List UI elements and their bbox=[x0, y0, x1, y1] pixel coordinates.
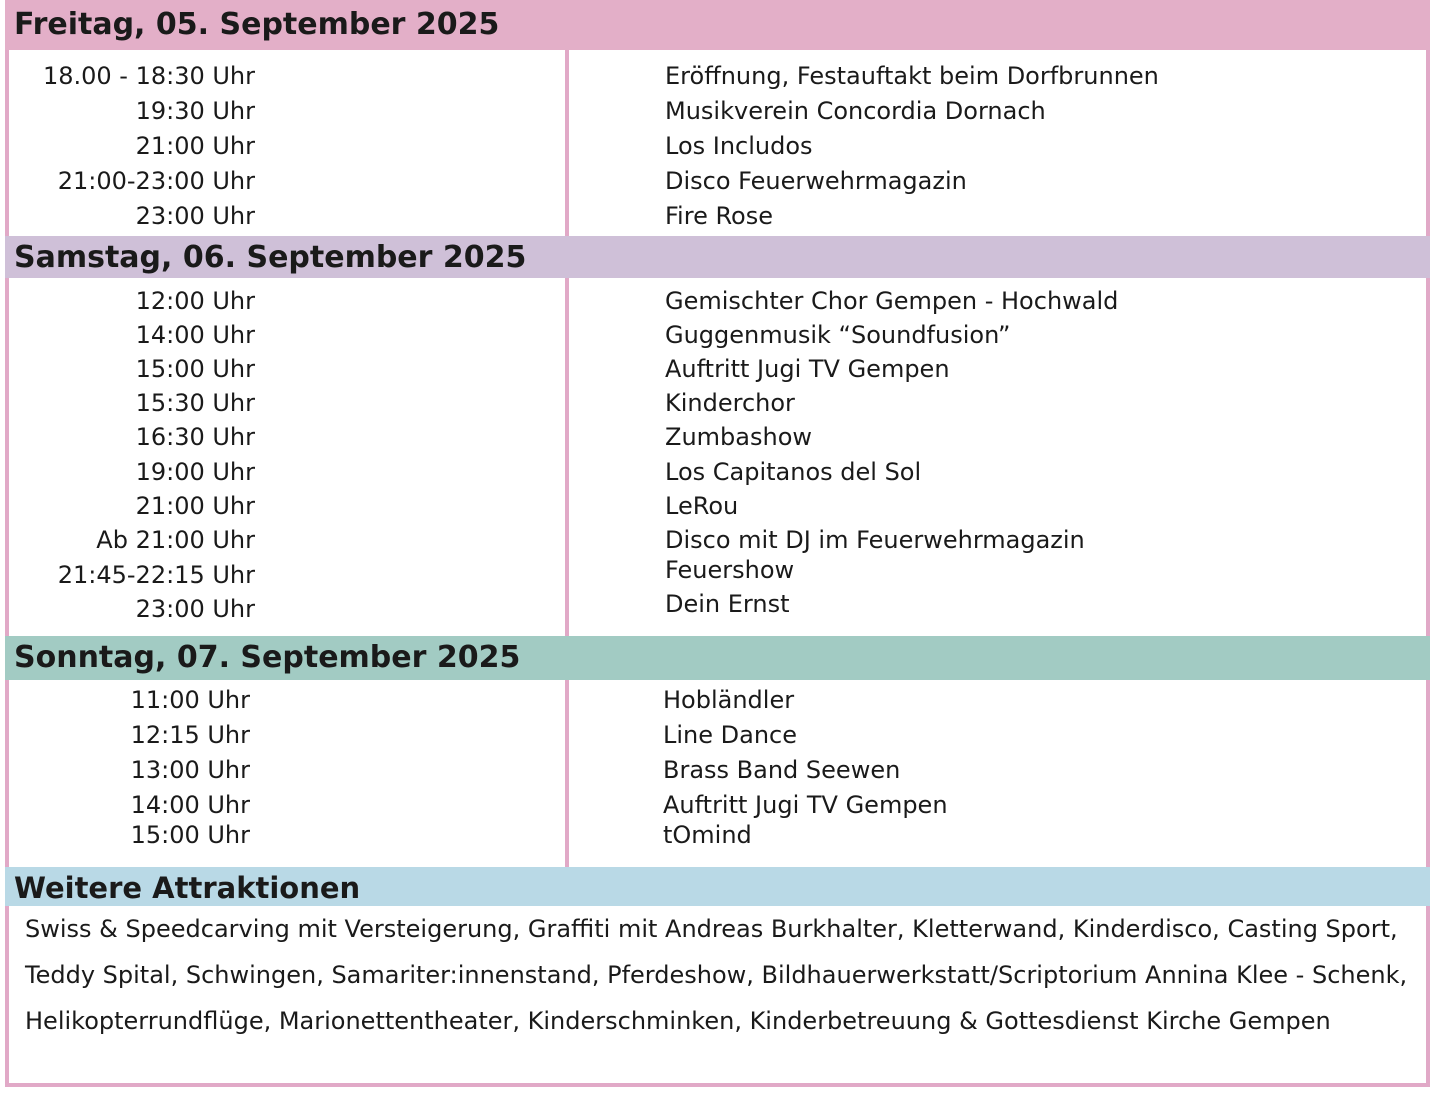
event-time: 21:00 Uhr bbox=[135, 132, 255, 160]
event-name: Los Capitanos del Sol bbox=[665, 458, 922, 486]
event-name: Dein Ernst bbox=[665, 590, 790, 618]
day-block-friday bbox=[5, 50, 1430, 236]
event-time: 21:45-22:15 Uhr bbox=[57, 561, 255, 589]
schedule-row bbox=[5, 129, 1430, 163]
event-time: 15:00 Uhr bbox=[130, 821, 250, 849]
event-name: Disco Feuerwehrmagazin bbox=[665, 167, 967, 195]
event-time: 15:00 Uhr bbox=[135, 355, 255, 383]
event-name: Disco mit DJ im Feuerwehrmagazin bbox=[665, 526, 1085, 554]
event-time: Ab 21:00 Uhr bbox=[96, 526, 255, 554]
event-time: 13:00 Uhr bbox=[130, 756, 250, 784]
day-header-sunday: Sonntag, 07. September 2025 bbox=[5, 636, 1430, 680]
day-block-sunday bbox=[5, 680, 1430, 867]
day-header-friday: Freitag, 05. September 2025 bbox=[5, 0, 1430, 50]
event-name: LeRou bbox=[665, 492, 739, 520]
attractions-text: Swiss & Speedcarving mit Versteigerung, Graffiti mit Andreas Burkhalter, Kletterwand, Kinderdisco, Casting Sport, Teddy Spital, Schwingen, Samariter:innenstand, Pferdeshow, Bildhauerwerkstatt/Scriptorium Annina Klee - Schenk, Helikopterrundflüge, Marionettentheater, Kinderschminken, Kinderbetreuung & Gottesdienst Kirche Gempen bbox=[25, 915, 1408, 1035]
event-time: 18.00 - 18:30 Uhr bbox=[42, 62, 255, 90]
event-name: Fire Rose bbox=[665, 202, 774, 230]
day-block-saturday bbox=[5, 278, 1430, 636]
event-name: Gemischter Chor Gempen - Hochwald bbox=[665, 287, 1119, 315]
schedule-row bbox=[5, 284, 1430, 318]
event-name: Guggenmusik “Soundfusion” bbox=[665, 321, 1011, 349]
schedule-row bbox=[5, 592, 1430, 626]
event-time: 21:00-23:00 Uhr bbox=[57, 167, 255, 195]
schedule-row bbox=[5, 718, 1430, 752]
event-time: 16:30 Uhr bbox=[135, 423, 255, 451]
event-name: Auftritt Jugi TV Gempen bbox=[663, 791, 948, 819]
schedule-row bbox=[5, 523, 1430, 557]
event-name: Los Includos bbox=[665, 132, 813, 160]
event-time: 11:00 Uhr bbox=[130, 686, 250, 714]
schedule-row bbox=[5, 199, 1430, 233]
schedule-row bbox=[5, 489, 1430, 523]
event-time: 14:00 Uhr bbox=[130, 791, 250, 819]
schedule-row bbox=[5, 683, 1430, 717]
event-time: 12:15 Uhr bbox=[130, 721, 250, 749]
event-time: 19:30 Uhr bbox=[135, 97, 255, 125]
schedule-row bbox=[5, 318, 1430, 352]
event-time: 14:00 Uhr bbox=[135, 321, 255, 349]
event-time: 23:00 Uhr bbox=[135, 202, 255, 230]
event-name: Musikverein Concordia Dornach bbox=[665, 97, 1046, 125]
event-name: tOmind bbox=[663, 821, 752, 849]
event-name: Kinderchor bbox=[665, 389, 795, 417]
schedule-row bbox=[5, 352, 1430, 386]
event-name: Feuershow bbox=[665, 556, 795, 584]
day-header-saturday: Samstag, 06. September 2025 bbox=[5, 236, 1430, 278]
event-name: Hobländler bbox=[663, 686, 795, 714]
schedule-row bbox=[5, 818, 1430, 852]
schedule-row bbox=[5, 386, 1430, 420]
attractions-header: Weitere Attraktionen bbox=[5, 867, 1430, 906]
schedule-row bbox=[5, 420, 1430, 454]
event-time: 15:30 Uhr bbox=[135, 389, 255, 417]
event-name: Auftritt Jugi TV Gempen bbox=[665, 355, 950, 383]
event-name: Line Dance bbox=[663, 721, 798, 749]
event-time: 23:00 Uhr bbox=[135, 595, 255, 623]
schedule-row bbox=[5, 753, 1430, 787]
event-time: 12:00 Uhr bbox=[135, 287, 255, 315]
event-name: Zumbashow bbox=[665, 423, 812, 451]
schedule-row bbox=[5, 94, 1430, 128]
event-time: 21:00 Uhr bbox=[135, 492, 255, 520]
schedule-row bbox=[5, 59, 1430, 93]
event-time: 19:00 Uhr bbox=[135, 458, 255, 486]
event-name: Brass Band Seewen bbox=[663, 756, 901, 784]
event-name: Eröffnung, Festauftakt beim Dorfbrunnen bbox=[665, 62, 1159, 90]
schedule-row bbox=[5, 164, 1430, 198]
schedule-row bbox=[5, 455, 1430, 489]
schedule-row bbox=[5, 788, 1430, 822]
